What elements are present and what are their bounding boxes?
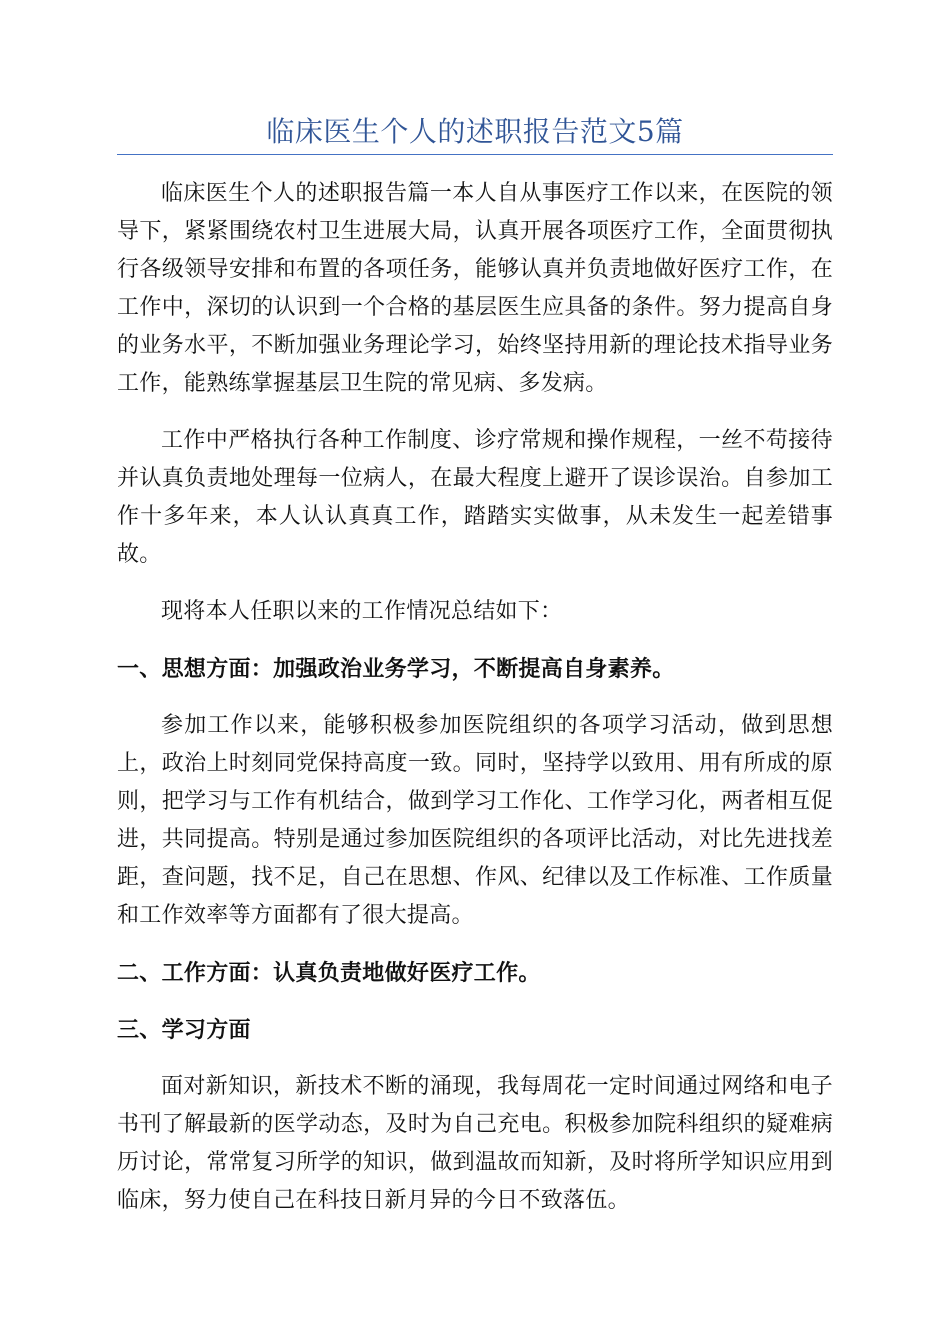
body-paragraph-4: 参加工作以来，能够积极参加医院组织的各项学习活动，做到思想上，政治上时刻同党保持高度一致。同时，坚持学以致用、用有所成的原则，把学习与工作有机结合，做到学习工作化、工作学习化，两者相互促进，共同提高。特别是通过参加医院组织的各项评比活动，对比先进找差距，查问题，找不足，自己在思想、作风、纪律以及工作标准、工作质量和工作效率等方面都有了很大提高。 — [117, 713, 833, 928]
body-paragraph-2: 工作中严格执行各种工作制度、诊疗常规和操作规程，一丝不苟接待并认真负责地处理每一位病人，在最大程度上避开了误诊误治。自参加工作十多年来，本人认认真真工作，踏踏实实做事，从未发生一起差错事故。 — [117, 428, 833, 567]
section-heading-3: 三、学习方面 — [117, 1017, 251, 1043]
section-heading-1: 一、思想方面：加强政治业务学习，不断提高自身素养。 — [117, 656, 675, 682]
document-title: 临床医生个人的述职报告范文5篇 — [266, 115, 684, 148]
section-heading-2: 二、工作方面：认真负责地做好医疗工作。 — [117, 960, 541, 986]
document-page — [117, 0, 833, 1220]
body-paragraph-5: 面对新知识，新技术不断的涌现，我每周花一定时间通过网络和电子书刊了解最新的医学动态，及时为自己充电。积极参加院科组织的疑难病历讨论，常常复习所学的知识，做到温故而知新，及时将所学知识应用到临床，努力使自己在科技日新月异的今日不致落伍。 — [117, 1074, 833, 1213]
body-paragraph-1: 临床医生个人的述职报告篇一本人自从事医疗工作以来，在医院的领导下，紧紧围绕农村卫生进展大局，认真开展各项医疗工作，全面贯彻执行各级领导安排和布置的各项任务，能够认真并负责地做好医疗工作，在工作中，深切的认识到一个合格的基层医生应具备的条件。努力提高自身的业务水平，不断加强业务理论学习，始终坚持用新的理论技术指导业务工作，能熟练掌握基层卫生院的常见病、多发病。 — [117, 181, 833, 396]
body-paragraph-3: 现将本人任职以来的工作情况总结如下： — [161, 599, 563, 624]
